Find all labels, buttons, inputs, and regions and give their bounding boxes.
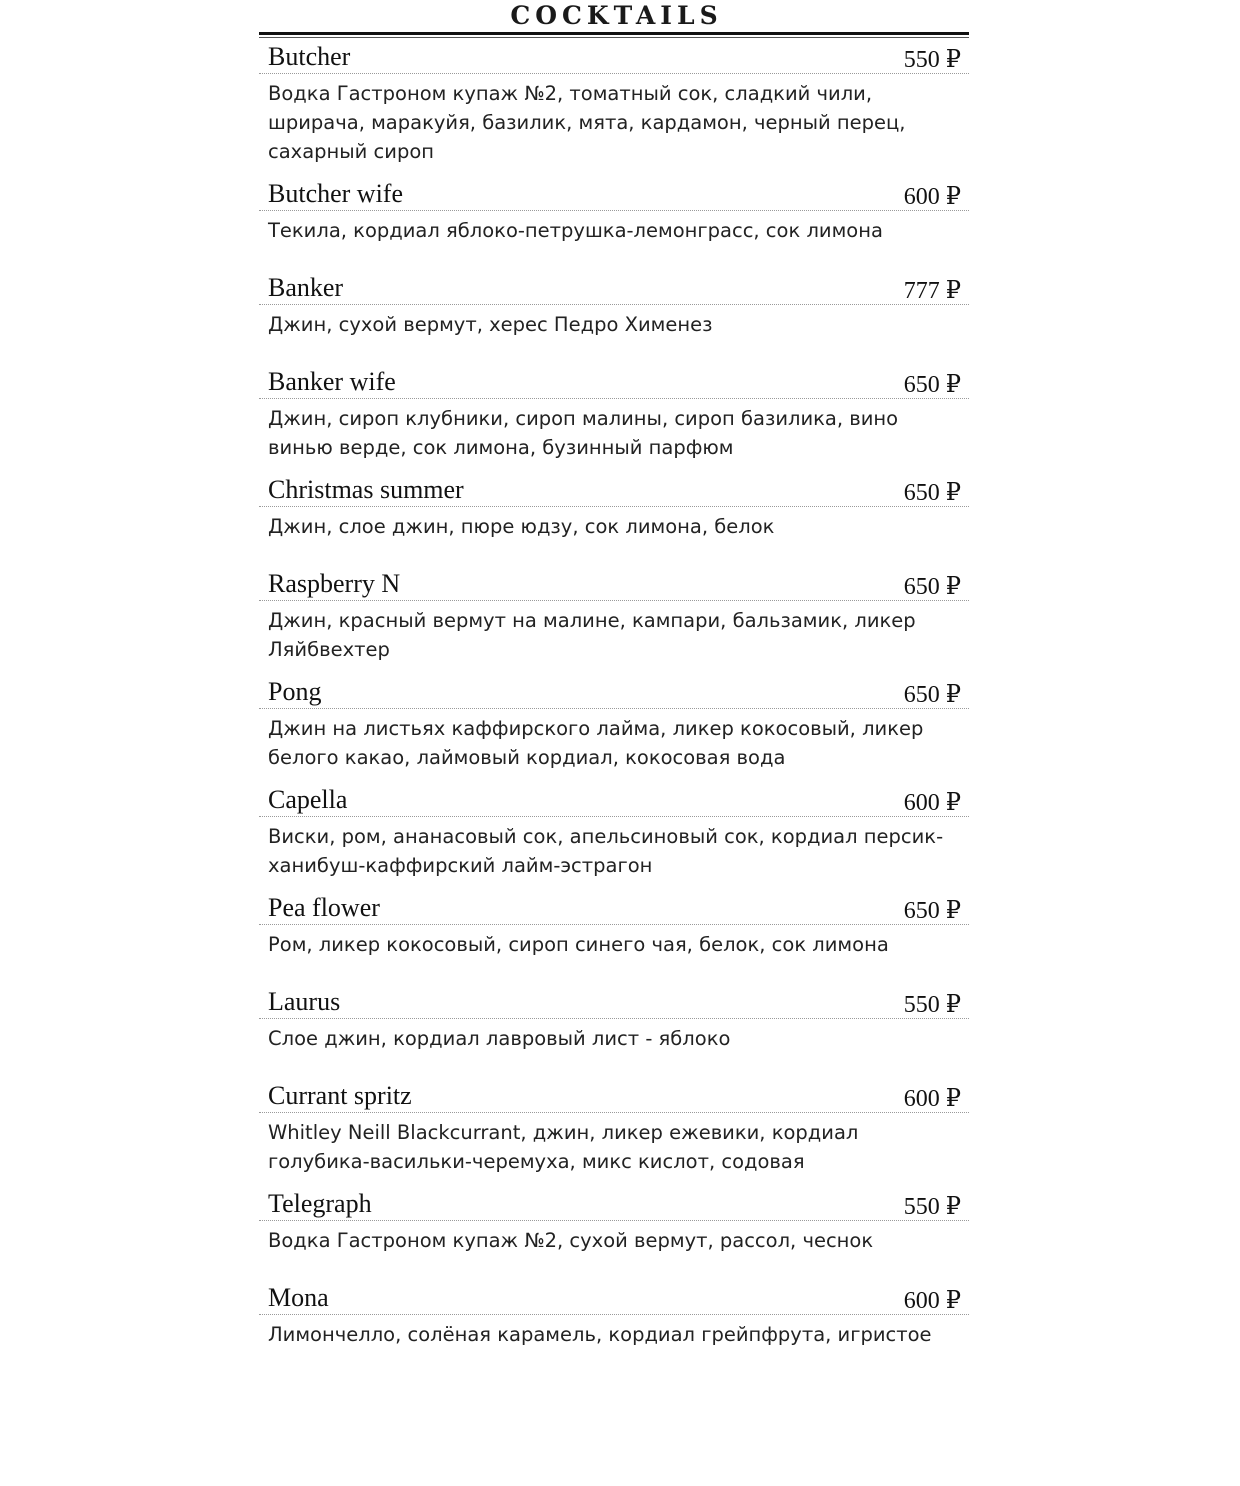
item-price: 777 ₽ (903, 278, 961, 304)
menu-item (259, 984, 969, 1053)
menu-item-header (259, 890, 969, 925)
item-description: Джин, красный вермут на малине, кампари, бальзамик, ликер Ляйбвехтер (268, 609, 916, 661)
item-name: Mona (268, 1283, 329, 1312)
item-price: 600 ₽ (903, 1086, 961, 1112)
item-name: Banker (268, 273, 344, 302)
item-price: 650 ₽ (903, 480, 961, 506)
title-divider-thin (259, 37, 969, 38)
menu-item-header (259, 364, 969, 399)
item-price: 650 ₽ (903, 682, 961, 708)
menu-item-header (259, 984, 969, 1019)
menu-item-header (259, 472, 969, 507)
item-name: Butcher wife (268, 179, 404, 208)
item-description: Джин, слое джин, пюре юдзу, сок лимона, белок (268, 515, 775, 538)
item-description: Ром, ликер кокосовый, сироп синего чая, белок, сок лимона (268, 933, 889, 956)
item-price: 550 ₽ (903, 47, 961, 73)
item-name: Banker wife (268, 367, 396, 396)
item-description: Слое джин, кордиал лавровый лист - яблоко (268, 1027, 731, 1050)
menu-item (259, 890, 969, 959)
item-name: Butcher (268, 42, 351, 71)
menu-item (259, 1280, 969, 1349)
menu-item (259, 176, 969, 245)
menu-item-header (259, 270, 969, 305)
title-divider (259, 32, 969, 35)
item-description: Водка Гастроном купаж №2, сухой вермут, рассол, чеснок (268, 1229, 874, 1252)
item-description: Джин на листьях каффирского лайма, ликер кокосовый, ликер белого какао, лаймовый кордиал, кокосовая вода (268, 717, 924, 769)
menu-item-header (259, 566, 969, 601)
item-description: Лимончелло, солёная карамель, кордиал грейпфрута, игристое (268, 1323, 932, 1346)
section-title: COCKTAILS (510, 1, 723, 30)
item-description: Водка Гастроном купаж №2, томатный сок, сладкий чили, шрирача, маракуйя, базилик, мята, кардамон, черный перец, сахарный сироп (268, 82, 906, 163)
item-price: 550 ₽ (903, 992, 961, 1018)
item-price: 600 ₽ (903, 1288, 961, 1314)
item-price: 600 ₽ (903, 184, 961, 210)
item-price: 550 ₽ (903, 1194, 961, 1220)
item-price: 650 ₽ (903, 898, 961, 924)
menu-item (259, 674, 969, 772)
menu-item-header (259, 39, 969, 74)
menu-item-header (259, 782, 969, 817)
item-price: 650 ₽ (903, 372, 961, 398)
item-name: Currant spritz (268, 1081, 412, 1110)
item-name: Capella (268, 785, 348, 814)
item-price: 600 ₽ (903, 790, 961, 816)
item-name: Telegraph (268, 1189, 372, 1218)
menu-item-header (259, 674, 969, 709)
item-description: Виски, ром, ананасовый сок, апельсиновый сок, кордиал персик-ханибуш-каффирский лайм-эстрагон (268, 825, 944, 877)
menu-item-header (259, 1186, 969, 1221)
item-description: Текила, кордиал яблоко-петрушка-лемонграсс, сок лимона (268, 219, 883, 242)
menu-item (259, 782, 969, 880)
cocktail-menu (259, 0, 969, 1349)
item-name: Raspberry N (268, 569, 401, 598)
item-price: 650 ₽ (903, 574, 961, 600)
item-description: Whitley Neill Blackcurrant, джин, ликер ежевики, кордиал голубика-васильки-черемуха, микс кислот, содовая (268, 1121, 859, 1173)
menu-item (259, 364, 969, 462)
item-name: Pea flower (268, 893, 380, 922)
menu-item (259, 1078, 969, 1176)
menu-item (259, 1186, 969, 1255)
item-name: Christmas summer (268, 475, 464, 504)
item-description: Джин, сухой вермут, херес Педро Хименез (268, 313, 713, 336)
item-name: Pong (268, 677, 322, 706)
menu-item (259, 566, 969, 664)
item-description: Джин, сироп клубники, сироп малины, сироп базилика, вино винью верде, сок лимона, бузинный парфюм (268, 407, 899, 459)
menu-item (259, 39, 969, 166)
menu-item (259, 270, 969, 339)
menu-item-header (259, 1280, 969, 1315)
item-name: Laurus (268, 987, 341, 1016)
menu-item (259, 472, 969, 541)
menu-item-header (259, 176, 969, 211)
menu-item-header (259, 1078, 969, 1113)
